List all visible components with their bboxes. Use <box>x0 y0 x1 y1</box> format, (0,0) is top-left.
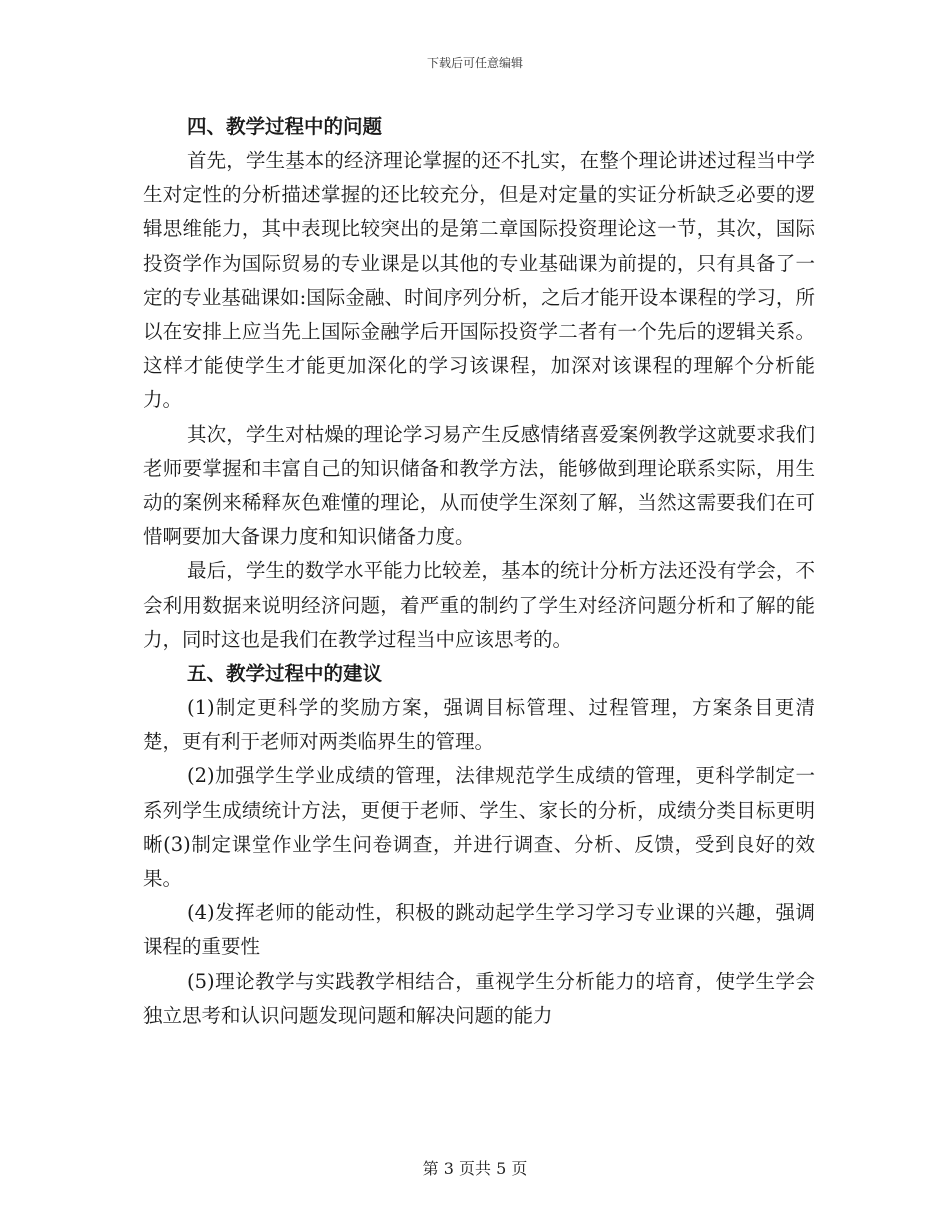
paragraph-second: 其次，学生对枯燥的理论学习易产生反感情绪喜爱案例教学这就要求我们老师要掌握和丰富自己的知识储备和教学方法，能够做到理论联系实际，用生动的案例来稀释灰色难懂的理论，从而使学生深刻了解，当然这需要我们在可惜啊要加大备课力度和知识储备力度。 <box>143 422 815 549</box>
document-body <box>143 110 815 1033</box>
paragraph-last: 最后，学生的数学水平能力比较差，基本的统计分析方法还没有学会，不会利用数据来说明经济问题，着严重的制约了学生对经济问题分析和了解的能力，同时这也是我们在教学过程当中应该思考的。 <box>143 559 815 651</box>
section-heading-problems: 四、教学过程中的问题 <box>187 115 383 138</box>
page-number: 第 3 页共 5 页 <box>422 1159 528 1178</box>
suggestion-item-4: (4)发挥老师的能动性，积极的跳动起学生学习学习专业课的兴趣，强调课程的重要性 <box>143 901 815 959</box>
suggestion-item-5: (5)理论教学与实践教学相结合，重视学生分析能力的培育，使学生学会独立思考和认识问题发现问题和解决问题的能力 <box>143 969 815 1027</box>
suggestion-item-2-3: (2)加强学生学业成绩的管理，法律规范学生成绩的管理，更科学制定一系列学生成绩统计方法，更便于老师、学生、家长的分析，成绩分类目标更明晰(3)制定课堂作业学生问卷调查，并进行调查、分析、反馈，受到良好的效果。 <box>143 764 815 891</box>
paragraph-first: 首先，学生基本的经济理论掌握的还不扎实，在整个理论讲述过程当中学生对定性的分析描述掌握的还比较充分，但是对定量的实证分析缺乏必要的逻辑思维能力，其中表现比较突出的是第二章国际投资理论这一节，其次，国际投资学作为国际贸易的专业课是以其他的专业基础课为前提的，只有具备了一定的专业基础课如:国际金融、时间序列分析，之后才能开设本课程的学习，所以在安排上应当先上国际金融学后开国际投资学二者有一个先后的逻辑关系。这样才能使学生才能更加深化的学习该课程，加深对该课程的理解个分析能力。 <box>143 149 815 412</box>
page-header: 下载后可任意编辑 <box>426 56 523 70</box>
section-heading-suggestions: 五、教学过程中的建议 <box>187 662 383 686</box>
suggestion-item-1: (1)制定更科学的奖励方案，强调目标管理、过程管理，方案条目更清楚，更有利于老师对两类临界生的管理。 <box>143 696 815 754</box>
